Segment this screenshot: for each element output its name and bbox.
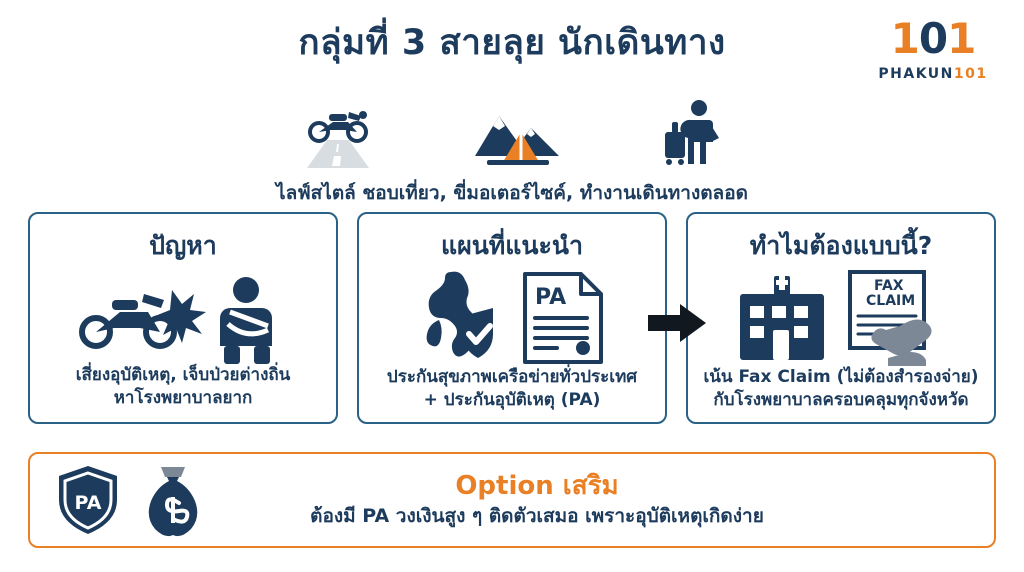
option-icon-group (30, 462, 230, 538)
logo-mark (890, 14, 976, 63)
card-why-art (698, 268, 984, 366)
card-row (28, 212, 996, 424)
card-problem-caption (76, 364, 291, 412)
card-plan-caption (387, 366, 637, 414)
option-text-block (230, 471, 994, 529)
option-title: Option เสริม (455, 471, 619, 502)
card-problem (28, 212, 338, 424)
card-plan-title: แผนที่แนะนำ (440, 231, 584, 260)
card-problem-title: ปัญหา (149, 231, 217, 260)
page-title: กลุ่มที่ 3 สายลุย นักเดินทาง (298, 23, 726, 63)
card-problem-caption-line1: เสี่ยงอุบัติเหตุ, เจ็บป่วยต่างถิ่น (75, 365, 291, 385)
card-why-title: ทำไมต้องแบบนี้? (749, 231, 933, 260)
card-why-caption-line1: เน้น Fax Claim (ไม่ต้องสำรองจ่าย) (703, 367, 979, 387)
motorcycle-road-icon (293, 98, 383, 170)
option-bar (28, 452, 996, 548)
pa-shield-icon (55, 462, 121, 538)
logo-digit-1b: 1 (947, 14, 976, 63)
traveler-luggage-icon (651, 98, 731, 170)
card-problem-art (40, 268, 326, 364)
logo-digit-1: 1 (890, 14, 919, 63)
mountain-tent-icon (469, 98, 565, 170)
card-why (686, 212, 996, 424)
lifestyle-description: ไลฟ์สไตล์ ชอบเที่ยว, ขี่มอเตอร์ไซค์, ทำงานเดินทางตลอด (276, 182, 748, 204)
card-plan-caption-line2: + ประกันอุบัติเหตุ (PA) (423, 389, 601, 410)
lifestyle-icon-row (0, 98, 1024, 170)
pa-shield-label: PA (74, 492, 102, 514)
logo-digit-0: 0 (918, 14, 948, 63)
option-description: ต้องมี PA วงเงินสูง ๆ ติดตัวเสมอ เพราะอุบัติเหตุเกิดง่าย (310, 505, 764, 528)
card-plan-caption-line1: ประกันสุขภาพเครือข่ายทั่วประเทศ (386, 367, 638, 387)
logo-wordmark (868, 66, 998, 82)
logo-wordmark-main: PHAKUN (878, 66, 954, 82)
brand-logo (868, 14, 998, 82)
card-plan-art (369, 268, 655, 366)
card-problem-caption-line2: หาโรงพยาบาลยาก (113, 387, 253, 408)
money-bag-icon (141, 463, 205, 537)
fax-label-line1: FAX (873, 278, 904, 294)
card-why-caption (703, 366, 978, 414)
plan-doc-label: PA (535, 285, 567, 310)
card-why-caption-line2: กับโรงพยาบาลครอบคลุมทุกจังหวัด (713, 389, 969, 410)
fax-label-line2: CLAIM (865, 293, 915, 309)
card-plan (357, 212, 667, 424)
right-arrow-icon (648, 304, 706, 342)
logo-wordmark-accent: 101 (953, 66, 988, 82)
